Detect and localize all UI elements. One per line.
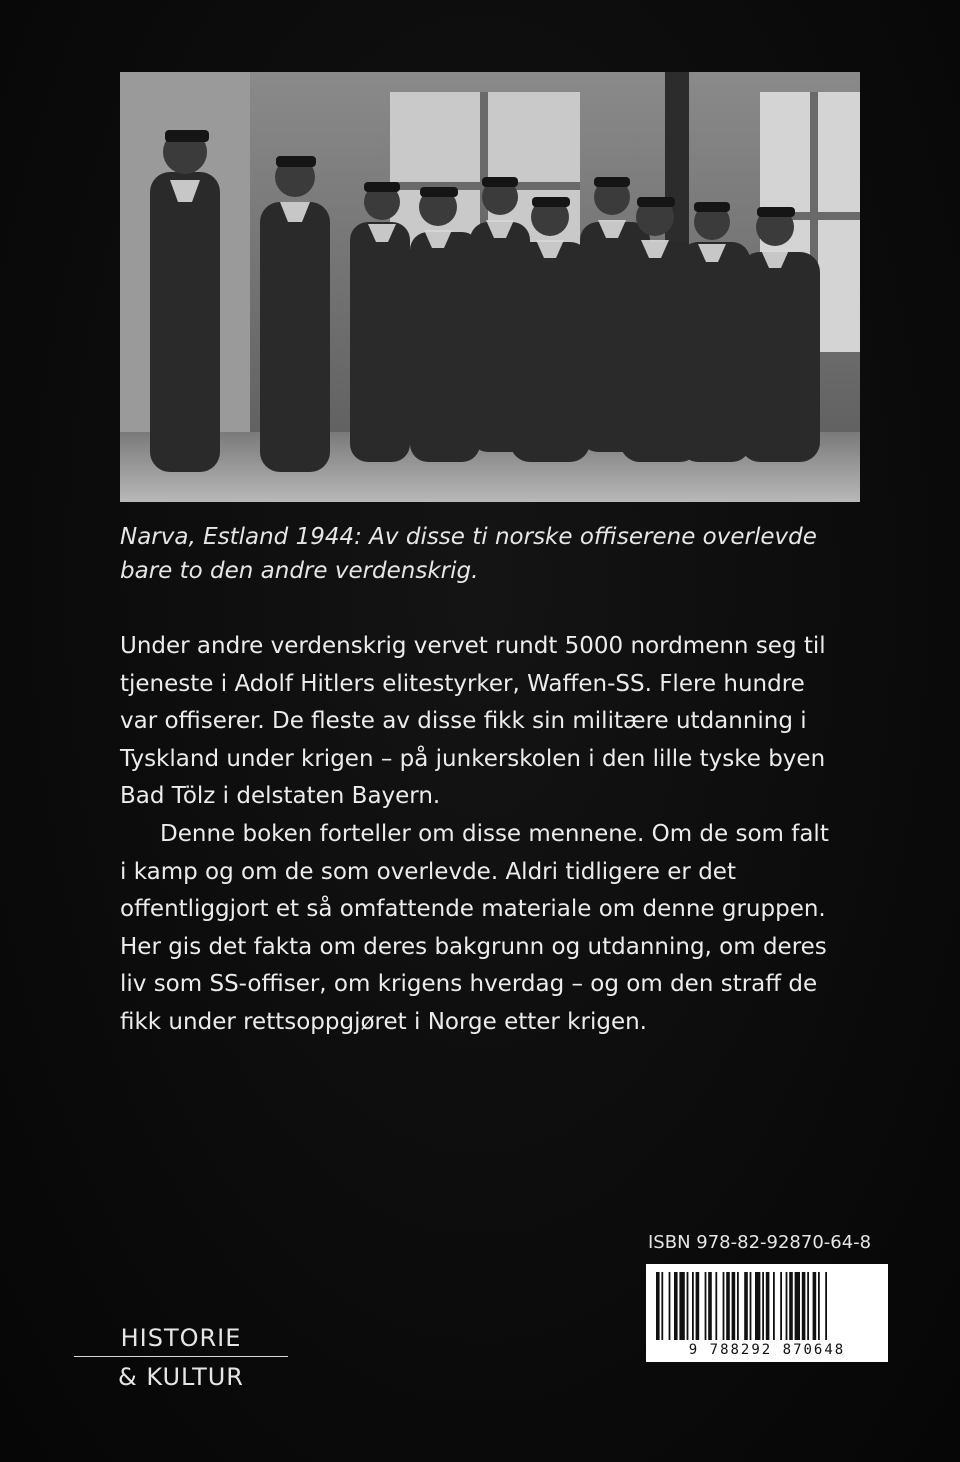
imprint-line-1: HISTORIE (120, 1324, 242, 1352)
group-photo (120, 72, 860, 502)
isbn-label: ISBN 978-82-92870-64-8 (648, 1232, 872, 1253)
caption-line-2: bare to den andre verdenskrig. (120, 558, 479, 584)
blurb-paragraph-1: Under andre verdenskrig vervet rundt 5000 nordmenn seg til tjeneste i Adolf Hitlers elitestyrker, Waffen-SS. Flere hundre var offiserer. De fleste av disse fikk sin militære utdanning i Tyskland under krigen – på junkerskolen i den lille tyske byen Bad Tölz i delstaten Bayern. (120, 633, 826, 810)
barcode (646, 1264, 888, 1362)
blurb (120, 628, 840, 1042)
imprint-line-2: & KULTUR (118, 1363, 244, 1391)
barcode-digits: 9 788292 870648 (688, 1342, 846, 1358)
imprint-divider (74, 1356, 288, 1357)
caption-line-1: Narva, Estland 1944: Av disse ti norske offiserene overlevde (120, 524, 817, 550)
blurb-paragraph-2: Denne boken forteller om disse mennene. Om de som falt i kamp og om de som overlevde. Aldri tidligere er det offentliggjort et så omfattende materiale om denne gruppen. Her gis det fakta om deres bakgrunn og utdanning, om deres liv som SS-offiser, om krigens hverdag – og om den straff de fikk under rettsoppgjøret i Norge etter krigen. (120, 820, 829, 1035)
photo-caption (120, 520, 880, 588)
publisher-imprint (74, 1322, 288, 1393)
